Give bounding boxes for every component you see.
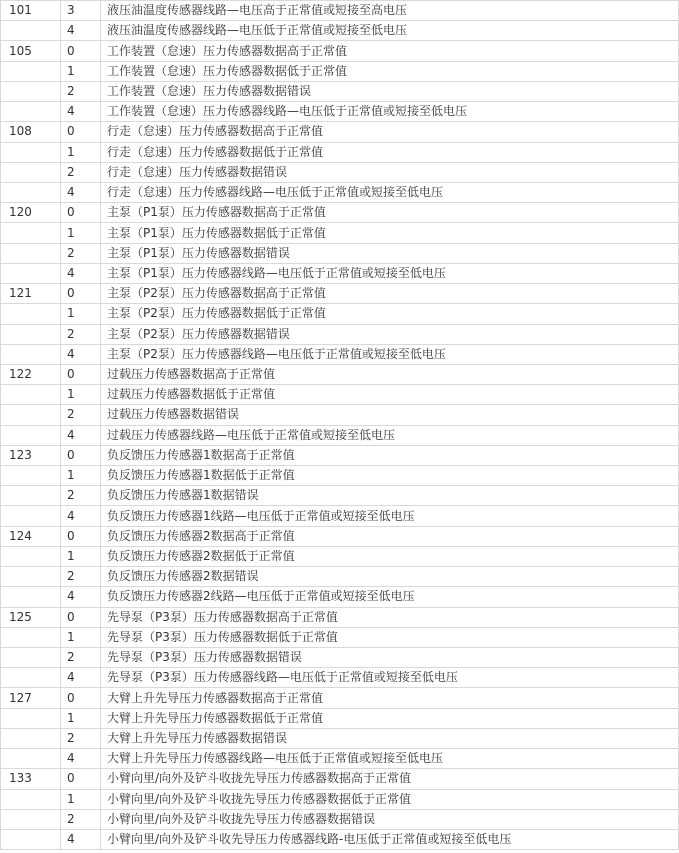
table-row [1, 648, 679, 668]
table-row [1, 1, 679, 21]
code-cell [1, 385, 61, 405]
table-row [1, 41, 679, 61]
table-row [1, 445, 679, 465]
fmi-cell: 1 [61, 142, 101, 162]
fmi-cell: 0 [61, 445, 101, 465]
code-cell: 121 [1, 284, 61, 304]
fmi-cell: 4 [61, 102, 101, 122]
code-cell [1, 809, 61, 829]
fmi-cell: 4 [61, 749, 101, 769]
code-cell [1, 708, 61, 728]
table-row [1, 829, 679, 849]
description-cell: 大臂上升先导压力传感器数据高于正常值 [101, 688, 679, 708]
description-cell: 负反馈压力传感器2线路—电压低于正常值或短接至低电压 [101, 587, 679, 607]
fmi-cell: 0 [61, 688, 101, 708]
table-row [1, 102, 679, 122]
description-cell: 主泵（P1泵）压力传感器数据低于正常值 [101, 223, 679, 243]
code-cell [1, 789, 61, 809]
fmi-cell: 1 [61, 627, 101, 647]
table-row [1, 809, 679, 829]
fmi-cell: 2 [61, 324, 101, 344]
table-row [1, 466, 679, 486]
fmi-cell: 1 [61, 466, 101, 486]
table-row [1, 567, 679, 587]
fmi-cell: 0 [61, 122, 101, 142]
fmi-cell: 4 [61, 182, 101, 202]
description-cell: 液压油温度传感器线路—电压高于正常值或短接至高电压 [101, 1, 679, 21]
table-row [1, 405, 679, 425]
code-cell [1, 425, 61, 445]
description-cell: 工作装置（怠速）压力传感器数据高于正常值 [101, 41, 679, 61]
table-row [1, 526, 679, 546]
fmi-cell: 3 [61, 1, 101, 21]
description-cell: 主泵（P2泵）压力传感器数据错误 [101, 324, 679, 344]
table-row [1, 506, 679, 526]
table-row [1, 243, 679, 263]
fmi-cell: 4 [61, 263, 101, 283]
fault-code-table-body [1, 1, 679, 850]
code-cell: 124 [1, 526, 61, 546]
fmi-cell: 2 [61, 243, 101, 263]
description-cell: 主泵（P2泵）压力传感器数据低于正常值 [101, 304, 679, 324]
code-cell [1, 546, 61, 566]
fmi-cell: 4 [61, 506, 101, 526]
description-cell: 先导泵（P3泵）压力传感器数据高于正常值 [101, 607, 679, 627]
description-cell: 负反馈压力传感器1线路—电压低于正常值或短接至低电压 [101, 506, 679, 526]
code-cell: 101 [1, 1, 61, 21]
fmi-cell: 2 [61, 81, 101, 101]
description-cell: 负反馈压力传感器1数据高于正常值 [101, 445, 679, 465]
code-cell [1, 749, 61, 769]
table-row [1, 688, 679, 708]
fmi-cell: 2 [61, 728, 101, 748]
table-row [1, 122, 679, 142]
code-cell [1, 102, 61, 122]
description-cell: 先导泵（P3泵）压力传感器线路—电压低于正常值或短接至低电压 [101, 668, 679, 688]
fmi-cell: 0 [61, 526, 101, 546]
fmi-cell: 4 [61, 668, 101, 688]
description-cell: 大臂上升先导压力传感器数据错误 [101, 728, 679, 748]
code-cell [1, 405, 61, 425]
description-cell: 工作装置（怠速）压力传感器数据低于正常值 [101, 61, 679, 81]
code-cell [1, 182, 61, 202]
description-cell: 主泵（P2泵）压力传感器线路—电压低于正常值或短接至低电压 [101, 344, 679, 364]
code-cell: 120 [1, 203, 61, 223]
description-cell: 行走（怠速）压力传感器线路—电压低于正常值或短接至低电压 [101, 182, 679, 202]
table-row [1, 668, 679, 688]
fmi-cell: 4 [61, 344, 101, 364]
fmi-cell: 1 [61, 61, 101, 81]
fmi-cell: 0 [61, 41, 101, 61]
fmi-cell: 4 [61, 21, 101, 41]
code-cell [1, 506, 61, 526]
code-cell [1, 728, 61, 748]
table-row [1, 546, 679, 566]
code-cell: 122 [1, 364, 61, 384]
code-cell [1, 829, 61, 849]
fmi-cell: 0 [61, 203, 101, 223]
description-cell: 大臂上升先导压力传感器线路—电压低于正常值或短接至低电压 [101, 749, 679, 769]
table-row [1, 364, 679, 384]
fmi-cell: 4 [61, 587, 101, 607]
description-cell: 过载压力传感器数据高于正常值 [101, 364, 679, 384]
code-cell [1, 304, 61, 324]
code-cell [1, 142, 61, 162]
fmi-cell: 2 [61, 809, 101, 829]
description-cell: 行走（怠速）压力传感器数据高于正常值 [101, 122, 679, 142]
code-cell: 125 [1, 607, 61, 627]
code-cell: 133 [1, 769, 61, 789]
table-row [1, 344, 679, 364]
code-cell [1, 243, 61, 263]
table-row [1, 789, 679, 809]
table-row [1, 324, 679, 344]
description-cell: 主泵（P1泵）压力传感器数据错误 [101, 243, 679, 263]
fmi-cell: 4 [61, 829, 101, 849]
code-cell: 108 [1, 122, 61, 142]
code-cell [1, 223, 61, 243]
fmi-cell: 2 [61, 162, 101, 182]
description-cell: 小臂向里/向外及铲斗收拢先导压力传感器数据低于正常值 [101, 789, 679, 809]
table-row [1, 61, 679, 81]
fmi-cell: 1 [61, 385, 101, 405]
table-row [1, 284, 679, 304]
description-cell: 负反馈压力传感器2数据低于正常值 [101, 546, 679, 566]
table-row [1, 627, 679, 647]
description-cell: 工作装置（怠速）压力传感器数据错误 [101, 81, 679, 101]
fmi-cell: 1 [61, 546, 101, 566]
code-cell: 123 [1, 445, 61, 465]
description-cell: 小臂向里/向外及铲斗收先导压力传感器线路-电压低于正常值或短接至低电压 [101, 829, 679, 849]
table-row [1, 81, 679, 101]
description-cell: 先导泵（P3泵）压力传感器数据低于正常值 [101, 627, 679, 647]
fmi-cell: 0 [61, 769, 101, 789]
fmi-cell: 1 [61, 223, 101, 243]
description-cell: 主泵（P1泵）压力传感器数据高于正常值 [101, 203, 679, 223]
fmi-cell: 2 [61, 486, 101, 506]
description-cell: 先导泵（P3泵）压力传感器数据错误 [101, 648, 679, 668]
description-cell: 小臂向里/向外及铲斗收拢先导压力传感器数据错误 [101, 809, 679, 829]
code-cell [1, 648, 61, 668]
table-row [1, 203, 679, 223]
code-cell [1, 162, 61, 182]
fmi-cell: 1 [61, 708, 101, 728]
table-row [1, 142, 679, 162]
description-cell: 工作装置（怠速）压力传感器线路—电压低于正常值或短接至低电压 [101, 102, 679, 122]
table-row [1, 728, 679, 748]
fmi-cell: 4 [61, 425, 101, 445]
fmi-cell: 2 [61, 648, 101, 668]
description-cell: 小臂向里/向外及铲斗收拢先导压力传感器数据高于正常值 [101, 769, 679, 789]
code-cell [1, 263, 61, 283]
code-cell [1, 668, 61, 688]
description-cell: 行走（怠速）压力传感器数据低于正常值 [101, 142, 679, 162]
description-cell: 负反馈压力传感器2数据错误 [101, 567, 679, 587]
description-cell: 主泵（P2泵）压力传感器数据高于正常值 [101, 284, 679, 304]
table-row [1, 708, 679, 728]
code-cell [1, 486, 61, 506]
fmi-cell: 1 [61, 304, 101, 324]
description-cell: 负反馈压力传感器2数据高于正常值 [101, 526, 679, 546]
code-cell [1, 61, 61, 81]
description-cell: 液压油温度传感器线路—电压低于正常值或短接至低电压 [101, 21, 679, 41]
table-row [1, 21, 679, 41]
table-row [1, 587, 679, 607]
description-cell: 行走（怠速）压力传感器数据错误 [101, 162, 679, 182]
table-row [1, 182, 679, 202]
fmi-cell: 2 [61, 405, 101, 425]
code-cell [1, 81, 61, 101]
code-cell: 105 [1, 41, 61, 61]
code-cell: 127 [1, 688, 61, 708]
code-cell [1, 21, 61, 41]
fmi-cell: 0 [61, 607, 101, 627]
code-cell [1, 567, 61, 587]
code-cell [1, 587, 61, 607]
table-row [1, 425, 679, 445]
description-cell: 主泵（P1泵）压力传感器线路—电压低于正常值或短接至低电压 [101, 263, 679, 283]
table-row [1, 749, 679, 769]
description-cell: 过载压力传感器数据错误 [101, 405, 679, 425]
description-cell: 负反馈压力传感器1数据错误 [101, 486, 679, 506]
code-cell [1, 324, 61, 344]
code-cell [1, 627, 61, 647]
table-row [1, 486, 679, 506]
fmi-cell: 1 [61, 789, 101, 809]
table-row [1, 385, 679, 405]
fmi-cell: 0 [61, 364, 101, 384]
table-row [1, 223, 679, 243]
description-cell: 过载压力传感器数据低于正常值 [101, 385, 679, 405]
code-cell [1, 344, 61, 364]
description-cell: 大臂上升先导压力传感器数据低于正常值 [101, 708, 679, 728]
description-cell: 过载压力传感器线路—电压低于正常值或短接至低电压 [101, 425, 679, 445]
description-cell: 负反馈压力传感器1数据低于正常值 [101, 466, 679, 486]
fmi-cell: 2 [61, 567, 101, 587]
table-row [1, 607, 679, 627]
code-cell [1, 466, 61, 486]
table-row [1, 304, 679, 324]
fmi-cell: 0 [61, 284, 101, 304]
table-row [1, 263, 679, 283]
table-row [1, 769, 679, 789]
table-row [1, 162, 679, 182]
